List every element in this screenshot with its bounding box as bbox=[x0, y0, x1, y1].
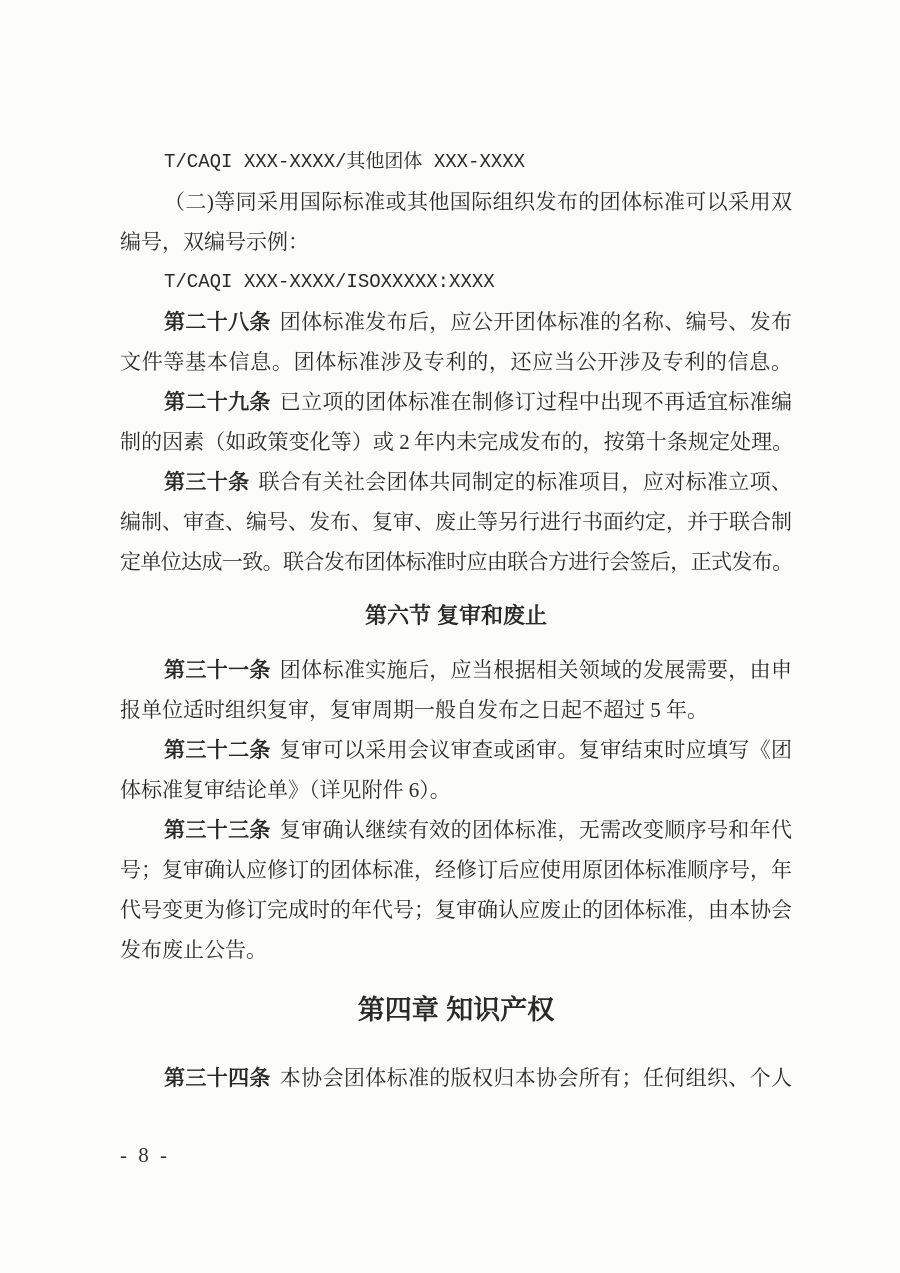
article-text: 复审可以采用会议审查或函审。复审结束时应填写《团 bbox=[279, 738, 793, 762]
text-line: T/CAQI XXX-XXXX/其他团体 XXX-XXXX bbox=[164, 151, 526, 173]
text-line: 定单位达成一致。联合发布团体标准时应由联合方进行会签后，正式发布。 bbox=[120, 550, 792, 574]
text-line: 代号变更为修订完成时的年代号；复审确认应废止的团体标准，由本协会 bbox=[120, 898, 792, 922]
article-text: 联合有关社会团体共同制定的标准项目，应对标准立项、 bbox=[258, 470, 793, 494]
article-number: 第二十八条 bbox=[164, 311, 271, 334]
text-line: （二)等同采用国际标准或其他国际组织发布的团体标准可以采用双 bbox=[164, 190, 792, 214]
document-body bbox=[120, 142, 792, 1098]
article-text: 已立项的团体标准在制修订过程中出现不再适宜标准编 bbox=[279, 390, 793, 414]
article-number: 第二十九条 bbox=[164, 391, 271, 414]
chapter-heading: 第四章 知识产权 bbox=[357, 995, 555, 1025]
article-number: 第三十三条 bbox=[164, 819, 271, 842]
text-line: 编制、审查、编号、发布、复审、废止等另行进行书面约定，并于联合制 bbox=[120, 510, 792, 534]
article-line bbox=[120, 810, 792, 850]
article-text: 团体标准发布后，应公开团体标准的名称、编号、发布 bbox=[279, 310, 793, 334]
article-text: 本协会团体标准的版权归本协会所有；任何组织、个人 bbox=[279, 1066, 793, 1090]
text-line: 报单位适时组织复审，复审周期一般自发布之日起不超过 5 年。 bbox=[120, 698, 708, 722]
text-line: 号；复审确认应修订的团体标准，经修订后应使用原团体标准顺序号，年 bbox=[120, 858, 792, 882]
article-number: 第三十二条 bbox=[164, 739, 271, 762]
article-text: 复审确认继续有效的团体标准，无需改变顺序号和年代 bbox=[279, 818, 793, 842]
article-line bbox=[120, 462, 792, 502]
section-heading: 第六节 复审和废止 bbox=[364, 603, 548, 628]
text-line: 制的因素（如政策变化等）或 2 年内未完成发布的，按第十条规定处理。 bbox=[120, 430, 792, 454]
article-line bbox=[120, 650, 792, 690]
page-number: - 8 - bbox=[120, 1143, 170, 1167]
article-line bbox=[120, 1058, 792, 1098]
text-line: 体标准复审结论单》（详见附件 6）。 bbox=[120, 778, 451, 802]
article-number: 第三十四条 bbox=[164, 1067, 271, 1090]
text-line: 文件等基本信息。团体标准涉及专利的，还应当公开涉及专利的信息。 bbox=[120, 350, 792, 374]
article-line bbox=[120, 730, 792, 770]
article-number: 第三十条 bbox=[164, 471, 250, 494]
text-line: T/CAQI XXX-XXXX/ISOXXXXX:XXXX bbox=[164, 271, 495, 293]
article-line bbox=[120, 302, 792, 342]
text-line: 编号，双编号示例： bbox=[120, 230, 309, 254]
article-text: 团体标准实施后，应当根据相关领域的发展需要，由申 bbox=[279, 658, 793, 682]
article-line bbox=[120, 382, 792, 422]
text-line: 发布废止公告。 bbox=[120, 938, 267, 962]
article-number: 第三十一条 bbox=[164, 659, 271, 682]
